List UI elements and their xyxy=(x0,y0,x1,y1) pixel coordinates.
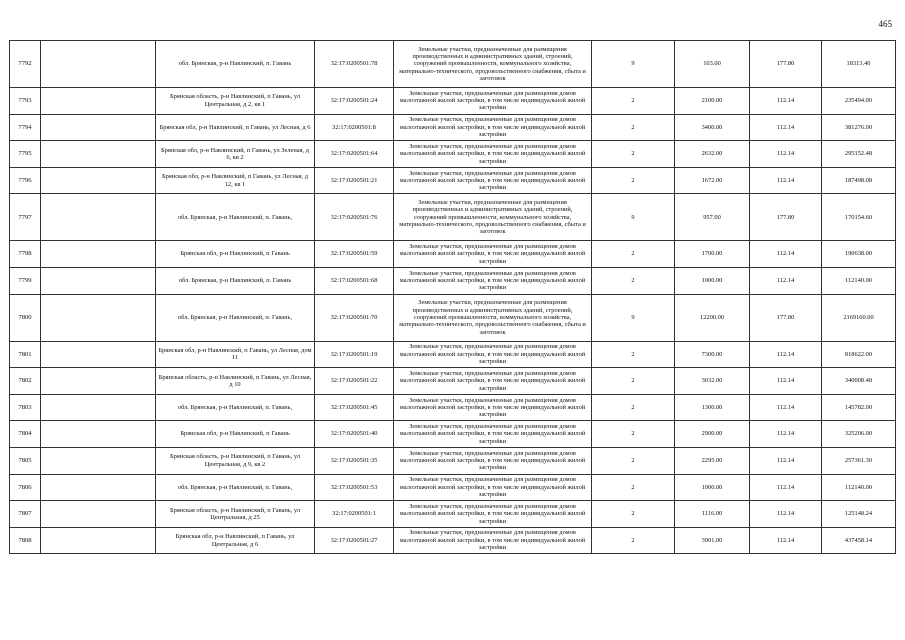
empty-cell xyxy=(41,294,156,341)
rate-cell: 177.80 xyxy=(750,194,822,241)
cadastral-value-cell: 818622.00 xyxy=(822,341,896,368)
group-cell: 2 xyxy=(592,394,675,421)
rate-cell: 112.14 xyxy=(750,474,822,501)
table-row xyxy=(10,114,896,141)
address-cell: Брянская область, р-н Навлинский, п Гавань, ул Центральная, д 9, кв 2 xyxy=(156,447,315,474)
row-number: 7796 xyxy=(10,167,41,194)
empty-cell xyxy=(41,368,156,395)
address-cell: обл. Брянская, р-н Навлинский, п. Гавань, xyxy=(156,294,315,341)
area-cell: 12200.00 xyxy=(675,294,750,341)
address-cell: Брянская обл, р-н Навлинский, п Гавань xyxy=(156,241,315,268)
cadastral-number-cell: 32:17:0200501:53 xyxy=(315,474,394,501)
land-purpose-cell: Земельные участки, предназначенные для размещения домов малоэтажной жилой застройки, в том числе индивидуальной жилой застройки xyxy=(394,114,592,141)
empty-cell xyxy=(41,447,156,474)
rate-cell: 112.14 xyxy=(750,114,822,141)
cadastral-value-cell: 381276.00 xyxy=(822,114,896,141)
empty-cell xyxy=(41,421,156,448)
cadastral-number-cell: 32:17:0200501:64 xyxy=(315,141,394,168)
table-row xyxy=(10,141,896,168)
row-number: 7793 xyxy=(10,88,41,115)
rate-cell: 112.14 xyxy=(750,501,822,528)
empty-cell xyxy=(41,341,156,368)
group-cell: 2 xyxy=(592,88,675,115)
table-row xyxy=(10,341,896,368)
area-cell: 7300.00 xyxy=(675,341,750,368)
address-cell: Брянская обл, р-н Навлинский, п Гавань, ул Центральная, д 6 xyxy=(156,527,315,554)
table-row xyxy=(10,267,896,294)
table-row xyxy=(10,501,896,528)
cadastral-number-cell: 32:17:0200501:68 xyxy=(315,267,394,294)
cadastral-number-cell: 32:17:0200501:27 xyxy=(315,527,394,554)
rate-cell: 112.14 xyxy=(750,421,822,448)
cadastral-value-cell: 18313.40 xyxy=(822,41,896,88)
area-cell: 2100.00 xyxy=(675,88,750,115)
cadastral-value-cell: 340008.48 xyxy=(822,368,896,395)
table-row xyxy=(10,394,896,421)
rate-cell: 112.14 xyxy=(750,527,822,554)
land-purpose-cell: Земельные участки, предназначенные для размещения домов малоэтажной жилой застройки, в том числе индивидуальной жилой застройки xyxy=(394,241,592,268)
cadastral-number-cell: 32:17:0200501:22 xyxy=(315,368,394,395)
table-row xyxy=(10,41,896,88)
empty-cell xyxy=(41,114,156,141)
area-cell: 2632.00 xyxy=(675,141,750,168)
cadastral-number-cell: 32:17:0200501:78 xyxy=(315,41,394,88)
empty-cell xyxy=(41,501,156,528)
address-cell: Брянская обл, р-н Навлинский, п Гавань, ул Лесная, д 6 xyxy=(156,114,315,141)
cadastral-value-cell: 325206.00 xyxy=(822,421,896,448)
empty-cell xyxy=(41,141,156,168)
table-row xyxy=(10,241,896,268)
group-cell: 2 xyxy=(592,114,675,141)
group-cell: 2 xyxy=(592,368,675,395)
area-cell: 1000.00 xyxy=(675,267,750,294)
row-number: 7802 xyxy=(10,368,41,395)
cadastral-value-cell: 125148.24 xyxy=(822,501,896,528)
group-cell: 2 xyxy=(592,474,675,501)
rate-cell: 112.14 xyxy=(750,241,822,268)
row-number: 7797 xyxy=(10,194,41,241)
address-cell: обл. Брянская, р-н Навлинский, п. Гавань, xyxy=(156,194,315,241)
group-cell: 9 xyxy=(592,41,675,88)
area-cell: 1672.00 xyxy=(675,167,750,194)
table-row xyxy=(10,527,896,554)
group-cell: 2 xyxy=(592,421,675,448)
address-cell: обл. Брянская, р-н Навлинский, п. Гавань, xyxy=(156,474,315,501)
area-cell: 3032.00 xyxy=(675,368,750,395)
empty-cell xyxy=(41,88,156,115)
area-cell: 957.00 xyxy=(675,194,750,241)
cadastral-value-cell: 437458.14 xyxy=(822,527,896,554)
land-purpose-cell: Земельные участки, предназначенные для размещения домов малоэтажной жилой застройки, в том числе индивидуальной жилой застройки xyxy=(394,341,592,368)
area-cell: 1116.00 xyxy=(675,501,750,528)
cadastral-number-cell: 32:17:0200501:24 xyxy=(315,88,394,115)
cadastral-value-cell: 295152.48 xyxy=(822,141,896,168)
rate-cell: 112.14 xyxy=(750,88,822,115)
land-purpose-cell: Земельные участки, предназначенные для размещения домов малоэтажной жилой застройки, в том числе индивидуальной жилой застройки xyxy=(394,421,592,448)
rate-cell: 112.14 xyxy=(750,141,822,168)
land-purpose-cell: Земельные участки, предназначенные для размещения производственных и административных зданий, строений, сооружений промышленности, коммунального хозяйства, материально-технического, продовольственного снабжения, сбыта и заготовок xyxy=(394,194,592,241)
cadastral-number-cell: 32:17:0200501:8 xyxy=(315,114,394,141)
land-register-table xyxy=(9,40,896,554)
address-cell: обл. Брянская, р-н Навлинский, п. Гавань, xyxy=(156,394,315,421)
empty-cell xyxy=(41,194,156,241)
row-number: 7798 xyxy=(10,241,41,268)
row-number: 7807 xyxy=(10,501,41,528)
land-purpose-cell: Земельные участки, предназначенные для размещения домов малоэтажной жилой застройки, в том числе индивидуальной жилой застройки xyxy=(394,527,592,554)
cadastral-number-cell: 32:17:0200501:76 xyxy=(315,194,394,241)
empty-cell xyxy=(41,241,156,268)
area-cell: 2295.00 xyxy=(675,447,750,474)
cadastral-value-cell: 112140.00 xyxy=(822,267,896,294)
land-purpose-cell: Земельные участки, предназначенные для размещения производственных и административных зданий, строений, сооружений промышленности, коммунального хозяйства, материально-технического, продовольственного снабжения, сбыта и заготовок xyxy=(394,41,592,88)
area-cell: 1300.00 xyxy=(675,394,750,421)
group-cell: 2 xyxy=(592,501,675,528)
address-cell: обл. Брянская, р-н Навлинский, п. Гавань xyxy=(156,267,315,294)
group-cell: 2 xyxy=(592,447,675,474)
page-number: 465 xyxy=(878,19,892,29)
row-number: 7794 xyxy=(10,114,41,141)
row-number: 7806 xyxy=(10,474,41,501)
cadastral-number-cell: 32:17:0200501:35 xyxy=(315,447,394,474)
row-number: 7808 xyxy=(10,527,41,554)
empty-cell xyxy=(41,41,156,88)
address-cell: обл. Брянская, р-н Навлинский, п. Гавань xyxy=(156,41,315,88)
land-purpose-cell: Земельные участки, предназначенные для размещения домов малоэтажной жилой застройки, в том числе индивидуальной жилой застройки xyxy=(394,394,592,421)
address-cell: Брянская обл, р-н Навлинский, п Гавань, ул Зеленая, д 6, кв 2 xyxy=(156,141,315,168)
rate-cell: 177.80 xyxy=(750,41,822,88)
cadastral-number-cell: 32:17:0200501:21 xyxy=(315,167,394,194)
table-row xyxy=(10,167,896,194)
row-number: 7800 xyxy=(10,294,41,341)
cadastral-value-cell: 257361.30 xyxy=(822,447,896,474)
area-cell: 3901.00 xyxy=(675,527,750,554)
land-purpose-cell: Земельные участки, предназначенные для размещения домов малоэтажной жилой застройки, в том числе индивидуальной жилой застройки xyxy=(394,267,592,294)
table-row xyxy=(10,474,896,501)
cadastral-value-cell: 112140.00 xyxy=(822,474,896,501)
empty-cell xyxy=(41,394,156,421)
table-row xyxy=(10,88,896,115)
cadastral-value-cell: 235494.00 xyxy=(822,88,896,115)
group-cell: 2 xyxy=(592,141,675,168)
land-purpose-cell: Земельные участки, предназначенные для размещения домов малоэтажной жилой застройки, в том числе индивидуальной жилой застройки xyxy=(394,167,592,194)
cadastral-number-cell: 32:17:0200501:19 xyxy=(315,341,394,368)
address-cell: Брянская обл, р-н Навлинский, п Гавань, ул Лесная, дом 11 xyxy=(156,341,315,368)
group-cell: 2 xyxy=(592,167,675,194)
cadastral-number-cell: 32:17:0200501:70 xyxy=(315,294,394,341)
table-row xyxy=(10,294,896,341)
group-cell: 9 xyxy=(592,294,675,341)
empty-cell xyxy=(41,527,156,554)
rate-cell: 112.14 xyxy=(750,267,822,294)
area-cell: 1000.00 xyxy=(675,474,750,501)
rate-cell: 112.14 xyxy=(750,394,822,421)
table-row xyxy=(10,368,896,395)
address-cell: Брянская обл, р-н Навлинский, п Гавань xyxy=(156,421,315,448)
cadastral-number-cell: 32:17:0200501:40 xyxy=(315,421,394,448)
address-cell: Брянская область, р-н Навлинский, п Гавань, ул Центральная, д 2, кв 1 xyxy=(156,88,315,115)
cadastral-value-cell: 2169160.00 xyxy=(822,294,896,341)
table-row xyxy=(10,447,896,474)
row-number: 7804 xyxy=(10,421,41,448)
rate-cell: 112.14 xyxy=(750,368,822,395)
row-number: 7795 xyxy=(10,141,41,168)
land-purpose-cell: Земельные участки, предназначенные для размещения домов малоэтажной жилой застройки, в том числе индивидуальной жилой застройки xyxy=(394,88,592,115)
land-purpose-cell: Земельные участки, предназначенные для размещения домов малоэтажной жилой застройки, в том числе индивидуальной жилой застройки xyxy=(394,474,592,501)
cadastral-number-cell: 32:17:0200501:45 xyxy=(315,394,394,421)
cadastral-value-cell: 190638.00 xyxy=(822,241,896,268)
rate-cell: 112.14 xyxy=(750,167,822,194)
cadastral-number-cell: 32:17:0200501:1 xyxy=(315,501,394,528)
land-purpose-cell: Земельные участки, предназначенные для размещения домов малоэтажной жилой застройки, в том числе индивидуальной жилой застройки xyxy=(394,368,592,395)
group-cell: 2 xyxy=(592,527,675,554)
group-cell: 2 xyxy=(592,341,675,368)
area-cell: 103.00 xyxy=(675,41,750,88)
cadastral-number-cell: 32:17:0200501:59 xyxy=(315,241,394,268)
row-number: 7805 xyxy=(10,447,41,474)
empty-cell xyxy=(41,167,156,194)
table-row xyxy=(10,421,896,448)
cadastral-value-cell: 145782.00 xyxy=(822,394,896,421)
land-purpose-cell: Земельные участки, предназначенные для размещения домов малоэтажной жилой застройки, в том числе индивидуальной жилой застройки xyxy=(394,447,592,474)
rate-cell: 177.80 xyxy=(750,294,822,341)
cadastral-value-cell: 187498.08 xyxy=(822,167,896,194)
row-number: 7792 xyxy=(10,41,41,88)
group-cell: 2 xyxy=(592,267,675,294)
rate-cell: 112.14 xyxy=(750,447,822,474)
empty-cell xyxy=(41,267,156,294)
group-cell: 9 xyxy=(592,194,675,241)
row-number: 7799 xyxy=(10,267,41,294)
land-purpose-cell: Земельные участки, предназначенные для размещения домов малоэтажной жилой застройки, в том числе индивидуальной жилой застройки xyxy=(394,501,592,528)
land-purpose-cell: Земельные участки, предназначенные для размещения производственных и административных зданий, строений, сооружений промышленности, коммунального хозяйства, материально-технического, продовольственного снабжения, сбыта и заготовок xyxy=(394,294,592,341)
empty-cell xyxy=(41,474,156,501)
cadastral-value-cell: 170154.60 xyxy=(822,194,896,241)
area-cell: 3400.00 xyxy=(675,114,750,141)
address-cell: Брянская область, р-н Навлинский, п Гавань, ул Лесная, д 10 xyxy=(156,368,315,395)
area-cell: 2900.00 xyxy=(675,421,750,448)
row-number: 7801 xyxy=(10,341,41,368)
land-purpose-cell: Земельные участки, предназначенные для размещения домов малоэтажной жилой застройки, в том числе индивидуальной жилой застройки xyxy=(394,141,592,168)
address-cell: Брянская обл, р-н Навлинский, п Гавань, ул Лесная, д 12, кв 1 xyxy=(156,167,315,194)
address-cell: Брянская область, р-н Навлинский, п Гавань, ул Центральная, д 25 xyxy=(156,501,315,528)
row-number: 7803 xyxy=(10,394,41,421)
rate-cell: 112.14 xyxy=(750,341,822,368)
table-row xyxy=(10,194,896,241)
group-cell: 2 xyxy=(592,241,675,268)
area-cell: 1700.00 xyxy=(675,241,750,268)
